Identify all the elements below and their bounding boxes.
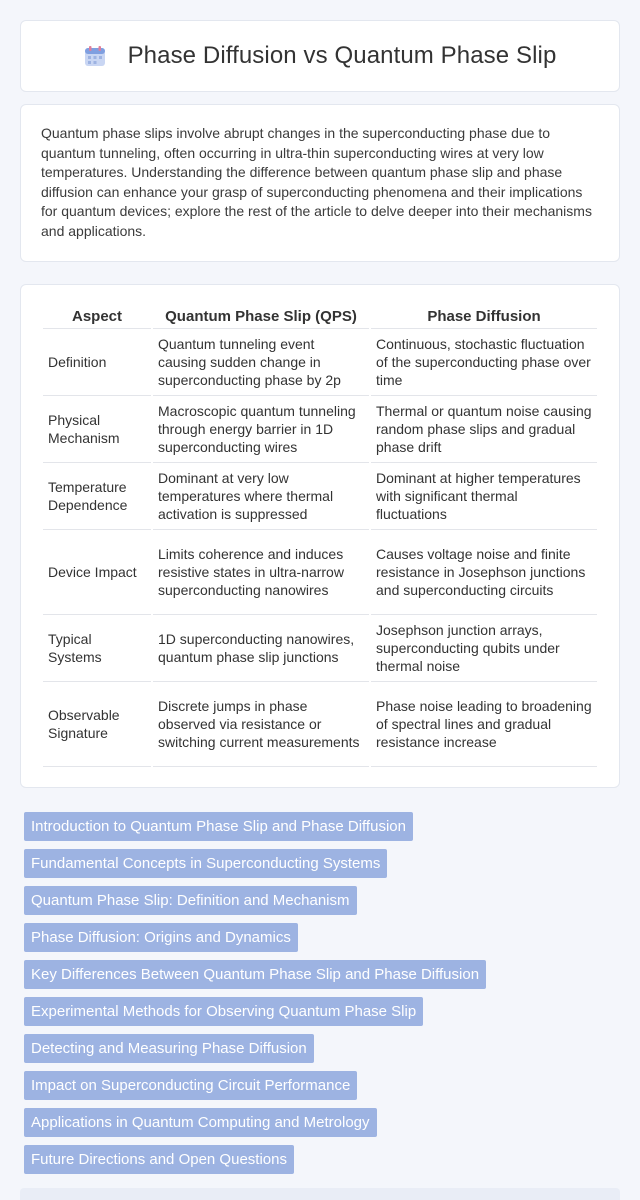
comparison-card [20,284,620,788]
link-circuit-performance[interactable]: Impact on Superconducting Circuit Performance [24,1071,357,1100]
header-qps: Quantum Phase Slip (QPS) [153,305,369,329]
link-fundamental-concepts[interactable]: Fundamental Concepts in Superconducting Systems [24,849,387,878]
row-qps: Dominant at very low temperatures where thermal activation is suppressed [153,463,369,530]
row-qps: Discrete jumps in phase observed via resistance or switching current measurements [153,682,369,767]
row-phase-diffusion: Dominant at higher temperatures with significant thermal fluctuations [371,463,597,530]
link-experimental-methods[interactable]: Experimental Methods for Observing Quantum Phase Slip [24,997,423,1026]
row-aspect: Temperature Dependence [43,463,151,530]
table-row [43,396,597,463]
page-title: Phase Diffusion vs Quantum Phase Slip [127,42,557,69]
row-aspect: Observable Signature [43,682,151,767]
link-qps-definition[interactable]: Quantum Phase Slip: Definition and Mechanism [24,886,357,915]
row-phase-diffusion: Josephson junction arrays, superconducting qubits under thermal noise [371,615,597,682]
row-aspect: Physical Mechanism [43,396,151,463]
table-row [43,329,597,396]
comparison-table [41,305,599,767]
header-aspect: Aspect [43,305,151,329]
footer-strip [20,1188,620,1200]
intro-text: Quantum phase slips involve abrupt changes in the superconducting phase due to quantum tunneling, often occurring in ultra-thin superconducting wires at very low temperatures. Understanding the difference between quantum phase slip and phase diffusion can enhance your grasp of superconducting phenomena and their implications for quantum devices; explore the rest of the article to delve deeper into their mechanisms and applications. [41,125,592,239]
table-row [43,615,597,682]
row-phase-diffusion: Continuous, stochastic fluctuation of the superconducting phase over time [371,329,597,396]
row-qps: Quantum tunneling event causing sudden change in superconducting phase by 2p [153,329,369,396]
table-row [43,682,597,767]
table-header-row [43,305,597,329]
table-row [43,463,597,530]
row-phase-diffusion: Phase noise leading to broadening of spectral lines and gradual resistance increase [371,682,597,767]
article-links [24,812,624,1182]
row-phase-diffusion: Causes voltage noise and finite resistance in Josephson junctions and superconducting circuits [371,530,597,615]
row-aspect: Device Impact [43,530,151,615]
row-qps: Macroscopic quantum tunneling through energy barrier in 1D superconducting wires [153,396,369,463]
row-aspect: Definition [43,329,151,396]
calendar-icon [84,45,106,67]
link-future-directions[interactable]: Future Directions and Open Questions [24,1145,294,1174]
link-phase-diffusion-origins[interactable]: Phase Diffusion: Origins and Dynamics [24,923,298,952]
table-row [43,530,597,615]
link-introduction[interactable]: Introduction to Quantum Phase Slip and Phase Diffusion [24,812,413,841]
intro-card [20,104,620,262]
link-applications[interactable]: Applications in Quantum Computing and Metrology [24,1108,377,1137]
row-aspect: Typical Systems [43,615,151,682]
row-phase-diffusion: Thermal or quantum noise causing random phase slips and gradual phase drift [371,396,597,463]
title-card [20,20,620,92]
link-key-differences[interactable]: Key Differences Between Quantum Phase Slip and Phase Diffusion [24,960,486,989]
link-detecting-phase-diffusion[interactable]: Detecting and Measuring Phase Diffusion [24,1034,314,1063]
header-phase-diffusion: Phase Diffusion [371,305,597,329]
row-qps: 1D superconducting nanowires, quantum phase slip junctions [153,615,369,682]
row-qps: Limits coherence and induces resistive states in ultra-narrow superconducting nanowires [153,530,369,615]
